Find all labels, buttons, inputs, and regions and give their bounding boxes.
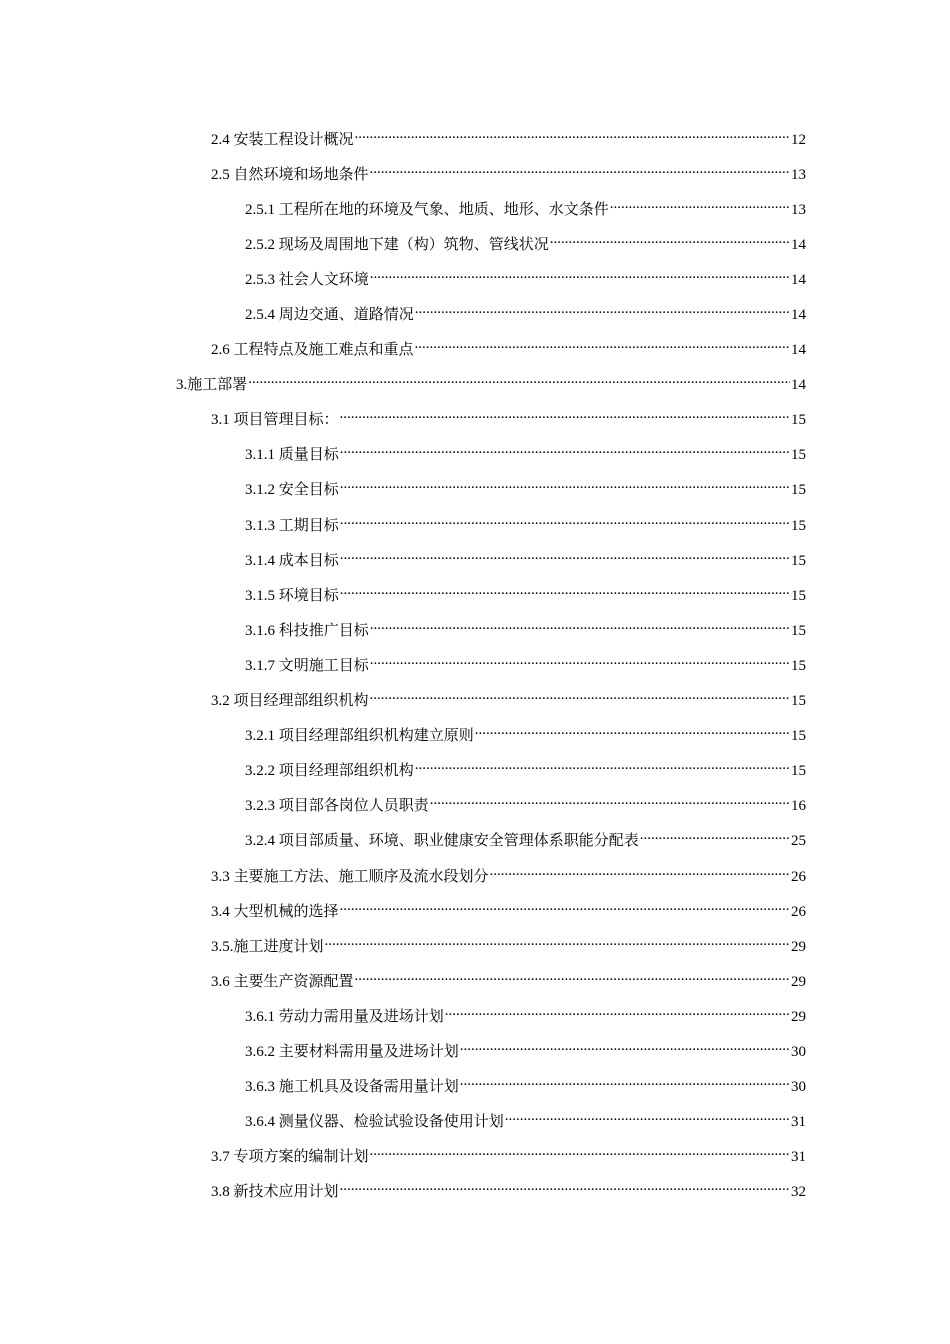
toc-entry[interactable] [0,296,950,331]
toc-entry-title: 3.4 大型机械的选择 [211,903,339,920]
toc-entry[interactable] [0,402,950,437]
toc-entry-title: 3.2.2 项目经理部组织机构 [245,763,414,780]
toc-dot-leader [340,408,790,424]
toc-page-number: 31 [791,1114,806,1131]
toc-page-number: 16 [791,798,806,815]
toc-entry-title: 2.5.4 周边交通、道路情况 [245,307,414,324]
toc-dot-leader [490,865,790,881]
toc-entry[interactable] [0,437,950,472]
toc-entry-title: 3.7 专项方案的编制计划 [211,1149,369,1166]
toc-dot-leader [340,514,790,530]
toc-page-number: 15 [791,587,806,604]
toc-entry-title: 2.5.1 工程所在地的环境及气象、地质、地形、水文条件 [245,201,609,218]
toc-entry-title: 3.2.3 项目部各岗位人员职责 [245,798,429,815]
toc-entry-title: 3.1 项目管理目标： [211,412,339,429]
toc-dot-leader [415,303,790,319]
toc-dot-leader [550,233,790,249]
toc-page-number: 30 [791,1043,806,1060]
toc-entry[interactable] [0,998,950,1033]
toc-page-number: 14 [791,377,806,394]
toc-dot-leader [340,584,790,600]
toc-entry[interactable] [0,647,950,682]
toc-entry-title: 3.5.施工进度计划 [211,938,324,955]
toc-entry-title: 3.施工部署 [176,377,248,394]
toc-entry[interactable] [0,893,950,928]
toc-entry-title: 3.6.3 施工机具及设备需用量计划 [245,1079,459,1096]
toc-page-number: 15 [791,657,806,674]
toc-page-number: 14 [791,342,806,359]
toc-page-number: 15 [791,693,806,710]
toc-page-number: 29 [791,938,806,955]
toc-entry-title: 3.8 新技术应用计划 [211,1184,339,1201]
toc-entry-title: 3.3 主要施工方法、施工顺序及流水段划分 [211,868,489,885]
toc-page-number: 26 [791,903,806,920]
toc-page-number: 13 [791,166,806,183]
toc-entry[interactable] [0,121,950,156]
toc-page-number: 25 [791,833,806,850]
toc-dot-leader [248,373,790,389]
toc-dot-leader [340,1180,790,1196]
toc-entry-title: 3.1.3 工期目标 [245,517,339,534]
toc-dot-leader [370,689,790,705]
toc-page-number: 29 [791,1008,806,1025]
toc-page-number: 15 [791,622,806,639]
toc-dot-leader [445,1005,790,1021]
toc-entry[interactable] [0,226,950,261]
toc-entry[interactable] [0,612,950,647]
toc-entry[interactable] [0,1033,950,1068]
toc-entry-title: 3.1.6 科技推广目标 [245,622,369,639]
toc-dot-leader [460,1075,790,1091]
toc-entry[interactable] [0,1104,950,1139]
toc-dot-leader [340,549,790,565]
toc-entry-title: 2.5 自然环境和场地条件 [211,166,369,183]
toc-page-number: 14 [791,307,806,324]
toc-entry[interactable] [0,367,950,402]
toc-dot-leader [475,724,790,740]
toc-dot-leader [370,163,790,179]
toc-dot-leader [505,1110,790,1126]
toc-page-number: 15 [791,763,806,780]
toc-dot-leader [370,619,790,635]
toc-dot-leader [370,268,790,284]
toc-entry-title: 3.2 项目经理部组织机构 [211,693,369,710]
toc-dot-leader [640,829,790,845]
toc-entry[interactable] [0,823,950,858]
toc-entry[interactable] [0,542,950,577]
toc-dot-leader [355,128,790,144]
toc-entry-title: 3.2.1 项目经理部组织机构建立原则 [245,728,474,745]
toc-entry[interactable] [0,718,950,753]
toc-dot-leader [460,1040,790,1056]
toc-dot-leader [370,654,790,670]
toc-page-number: 15 [791,552,806,569]
toc-entry-title: 3.6.1 劳动力需用量及进场计划 [245,1008,444,1025]
toc-page-number: 15 [791,517,806,534]
toc-entry[interactable] [0,753,950,788]
toc-entry-title: 2.4 安装工程设计概况 [211,131,354,148]
toc-page-number: 15 [791,412,806,429]
toc-entry-title: 3.1.2 安全目标 [245,482,339,499]
toc-entry[interactable] [0,191,950,226]
toc-entry-title: 3.1.4 成本目标 [245,552,339,569]
toc-entry-title: 2.5.3 社会人文环境 [245,271,369,288]
toc-dot-leader [610,198,790,214]
table-of-contents [0,121,950,1209]
toc-entry[interactable] [0,683,950,718]
toc-dot-leader [415,338,790,354]
toc-page-number: 32 [791,1184,806,1201]
toc-dot-leader [430,794,790,810]
toc-dot-leader [370,1145,790,1161]
toc-entry-title: 3.1.5 环境目标 [245,587,339,604]
toc-entry[interactable] [0,472,950,507]
toc-entry-title: 3.2.4 项目部质量、环境、职业健康安全管理体系职能分配表 [245,833,639,850]
toc-dot-leader [325,935,790,951]
toc-page-number: 31 [791,1149,806,1166]
toc-entry[interactable] [0,858,950,893]
toc-entry[interactable] [0,507,950,542]
toc-entry[interactable] [0,1069,950,1104]
toc-entry-title: 3.6.2 主要材料需用量及进场计划 [245,1043,459,1060]
toc-page-number: 15 [791,728,806,745]
toc-page-number: 29 [791,973,806,990]
toc-dot-leader [355,970,790,986]
toc-entry[interactable] [0,1139,950,1174]
toc-entry[interactable] [0,577,950,612]
toc-page-number: 15 [791,447,806,464]
toc-dot-leader [415,759,790,775]
toc-entry-title: 3.1.7 文明施工目标 [245,657,369,674]
toc-entry[interactable] [0,788,950,823]
toc-page-number: 14 [791,271,806,288]
toc-page-number: 26 [791,868,806,885]
toc-page-number: 12 [791,131,806,148]
toc-entry[interactable] [0,332,950,367]
toc-page-number: 15 [791,482,806,499]
toc-page-number: 30 [791,1079,806,1096]
toc-entry[interactable] [0,1174,950,1209]
toc-dot-leader [340,478,790,494]
toc-entry-title: 2.6 工程特点及施工难点和重点 [211,342,414,359]
toc-entry[interactable] [0,963,950,998]
toc-entry-title: 2.5.2 现场及周围地下建（构）筑物、管线状况 [245,236,549,253]
toc-entry-title: 3.6.4 测量仪器、检验试验设备使用计划 [245,1114,504,1131]
toc-entry[interactable] [0,928,950,963]
toc-page-number: 14 [791,236,806,253]
toc-entry[interactable] [0,261,950,296]
toc-entry-title: 3.6 主要生产资源配置 [211,973,354,990]
toc-page-number: 13 [791,201,806,218]
toc-entry-title: 3.1.1 质量目标 [245,447,339,464]
toc-dot-leader [340,900,790,916]
toc-entry[interactable] [0,156,950,191]
toc-dot-leader [340,443,790,459]
